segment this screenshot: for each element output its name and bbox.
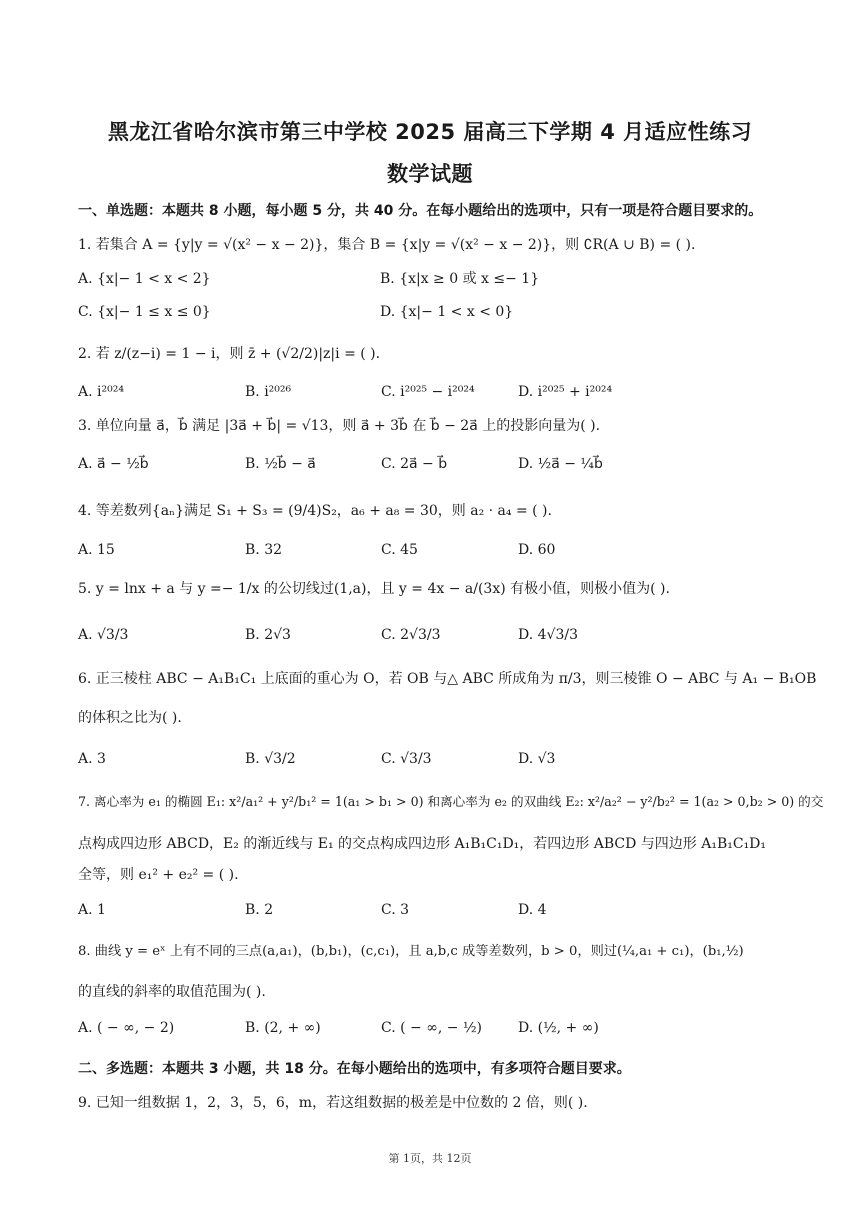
question-5-option-b: B. 2√3 <box>245 627 291 643</box>
question-8-option-c: C. ( − ∞, − ½) <box>381 1020 482 1036</box>
question-2-stem: 2. 若 z/(z−i) = 1 − i，则 z̄ + (√2/2)|z|i = ( ). <box>78 346 381 362</box>
question-2-option-a: A. i²⁰²⁴ <box>78 384 124 400</box>
question-2-option-c: C. i²⁰²⁵ − i²⁰²⁴ <box>381 384 475 400</box>
question-4-option-c: C. 45 <box>381 542 418 558</box>
question-1-option-b: B. {x|x ≥ 0 或 x ≤− 1} <box>380 271 540 287</box>
question-8-stem-line-2: 的直线的斜率的取值范围为( ). <box>78 984 266 1000</box>
question-6-option-d: D. √3 <box>518 751 556 767</box>
question-7-option-d: D. 4 <box>518 902 547 918</box>
question-7-stem-line-3: 全等，则 e₁² + e₂² = ( ). <box>78 867 239 883</box>
question-5-option-c: C. 2√3/3 <box>381 627 441 643</box>
question-6-option-b: B. √3/2 <box>245 751 296 767</box>
question-4-option-d: D. 60 <box>518 542 556 558</box>
question-3-stem: 3. 单位向量 a⃗，b⃗ 满足 |3a⃗ + b⃗| = √13，则 a⃗ + 3b⃗ 在 b⃗ − 2a⃗ 上的投影向量为( ). <box>78 418 601 434</box>
page-footer: 第 1页，共 12页 <box>388 1152 472 1165</box>
question-8-option-a: A. ( − ∞, − 2) <box>78 1020 175 1036</box>
question-2-option-d: D. i²⁰²⁵ + i²⁰²⁴ <box>518 384 613 400</box>
question-4-stem: 4. 等差数列{aₙ}满足 S₁ + S₃ = (9/4)S₂，a₆ + a₈ = 30，则 a₂ · a₄ = ( ). <box>78 503 552 519</box>
question-8-option-b: B. (2, + ∞) <box>245 1020 321 1036</box>
section-multiple-choice: 二、多选题：本题共 3 小题，共 18 分。在每小题给出的选项中，有多项符合题目要求。 <box>78 1061 631 1077</box>
question-6-stem-line-2: 的体积之比为( ). <box>78 710 182 726</box>
question-1-option-a: A. {x|− 1 < x < 2} <box>78 271 211 287</box>
question-5-option-a: A. √3/3 <box>78 627 129 643</box>
question-6-option-a: A. 3 <box>78 751 106 767</box>
question-1-option-d: D. {x|− 1 < x < 0} <box>380 304 514 320</box>
question-1-stem: 1. 若集合 A = {y|y = √(x² − x − 2)}，集合 B = {x|y = √(x² − x − 2)}，则 ∁R(A ∪ B) = ( ). <box>78 237 696 253</box>
question-8-option-d: D. (½, + ∞) <box>518 1020 599 1036</box>
question-9-stem: 9. 已知一组数据 1，2，3，5，6，m，若这组数据的极差是中位数的 2 倍，则( ). <box>78 1095 588 1111</box>
question-8-stem-line-1: 8. 曲线 y = eˣ 上有不同的三点(a,a₁)，(b,b₁)，(c,c₁)，且 a,b,c 成等差数列，b > 0，则过(¼,a₁ + c₁)，(b₁,½) <box>78 944 744 959</box>
question-7-stem-line-2: 点构成四边形 ABCD，E₂ 的渐近线与 E₁ 的交点构成四边形 A₁B₁C₁D₁，若四边形 ABCD 与四边形 A₁B₁C₁D₁ <box>78 836 767 852</box>
question-4-option-b: B. 32 <box>245 542 283 558</box>
question-7-option-a: A. 1 <box>78 902 106 918</box>
question-2-option-b: B. i²⁰²⁶ <box>245 384 292 400</box>
exam-title: 黑龙江省哈尔滨市第三中学校 2025 届高三下学期 4 月适应性练习 <box>107 120 753 144</box>
question-3-option-c: C. 2a⃗ − b⃗ <box>381 456 448 472</box>
question-3-option-b: B. ½b⃗ − a⃗ <box>245 456 316 472</box>
question-4-option-a: A. 15 <box>78 542 115 558</box>
question-7-option-b: B. 2 <box>245 902 274 918</box>
question-6-option-c: C. √3/3 <box>381 751 432 767</box>
question-5-stem: 5. y = lnx + a 与 y =− 1/x 的公切线过(1,a)，且 y = 4x − a/(3x) 有极小值，则极小值为( ). <box>78 581 670 597</box>
question-6-stem-line-1: 6. 正三棱柱 ABC − A₁B₁C₁ 上底面的重心为 O，若 OB 与△ ABC 所成角为 π/3，则三棱锥 O − ABC 与 A₁ − B₁OB <box>78 671 817 687</box>
question-3-option-a: A. a⃗ − ½b⃗ <box>78 456 149 472</box>
exam-subtitle: 数学试题 <box>387 162 473 186</box>
question-1-option-c: C. {x|− 1 ≤ x ≤ 0} <box>78 304 211 320</box>
section-single-choice: 一、单选题：本题共 8 小题，每小题 5 分，共 40 分。在每小题给出的选项中，只有一项是符合题目要求的。 <box>78 203 763 219</box>
question-7-option-c: C. 3 <box>381 902 410 918</box>
question-5-option-d: D. 4√3/3 <box>518 627 578 643</box>
question-3-option-d: D. ½a⃗ − ¼b⃗ <box>518 456 603 472</box>
question-7-stem-line-1: 7. 离心率为 e₁ 的椭圆 E₁: x²/a₁² + y²/b₁² = 1(a₁ > b₁ > 0) 和离心率为 e₂ 的双曲线 E₂: x²/a₂² − y²/b₂² = 1(a₂ > 0,b₂ > 0) 的交 <box>78 794 824 809</box>
